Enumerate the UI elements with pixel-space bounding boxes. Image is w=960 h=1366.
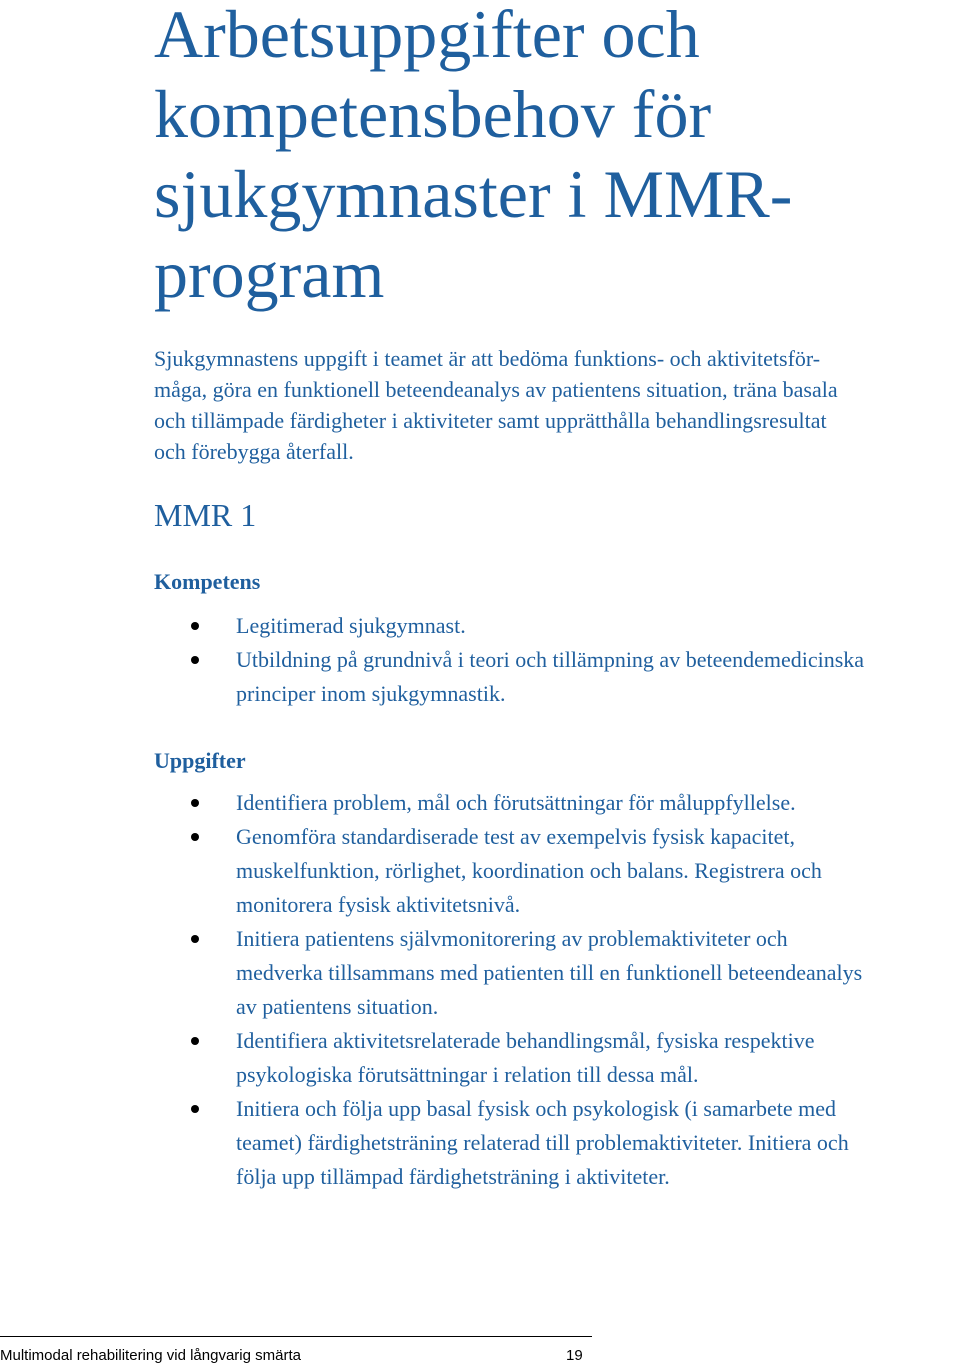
bullet-icon	[191, 833, 199, 841]
bullet-icon	[191, 1105, 199, 1113]
list-item-line: Genomföra standardiserade test av exempelvis fysisk kapacitet,	[236, 824, 795, 849]
list-item-line: Identifiera problem, mål och förutsättningar för måluppfyllelse.	[236, 790, 796, 815]
bullet-icon	[191, 1037, 199, 1045]
list-item	[154, 786, 944, 820]
list-item-line: Legitimerad sjukgymnast.	[236, 613, 466, 638]
bullet-icon	[191, 622, 199, 630]
uppgifter-list	[154, 786, 944, 1194]
intro-line: måga, göra en funktionell beteendeanalys av patientens situation, träna basala	[154, 377, 838, 402]
footer-title: Multimodal rehabilitering vid långvarig smärta	[0, 1347, 301, 1364]
list-item	[154, 609, 944, 643]
title-line: sjukgymnaster i MMR-	[154, 156, 793, 232]
title-line: Arbetsuppgifter och	[154, 0, 700, 72]
page-title	[154, 0, 934, 314]
list-item	[154, 1092, 944, 1194]
list-item-line: muskelfunktion, rörlighet, koordination och balans. Registrera och	[236, 858, 822, 883]
bullet-icon	[191, 656, 199, 664]
intro-paragraph	[154, 343, 944, 467]
list-item	[154, 820, 944, 922]
list-item-line: Initiera patientens självmonitorering av problemaktiviteter och	[236, 926, 788, 951]
list-item-line: Identifiera aktivitetsrelaterade behandlingsmål, fysiska respektive	[236, 1028, 815, 1053]
list-item-line: psykologiska förutsättningar i relation till dessa mål.	[236, 1062, 699, 1087]
list-item-line: Utbildning på grundnivå i teori och tillämpning av beteendemedicinska	[236, 647, 865, 672]
title-line: kompetensbehov för	[154, 76, 712, 152]
bullet-icon	[191, 935, 199, 943]
kompetens-heading: Kompetens	[154, 569, 261, 594]
intro-line: och tillämpade färdigheter i aktiviteter samt upprätthålla behandlingsresultat	[154, 408, 827, 433]
page-number: 19	[566, 1347, 583, 1364]
intro-line: och förebygga återfall.	[154, 439, 354, 464]
list-item-line: Initiera och följa upp basal fysisk och psykologisk (i samarbete med	[236, 1096, 836, 1121]
uppgifter-heading: Uppgifter	[154, 748, 246, 773]
intro-line: Sjukgymnastens uppgift i teamet är att bedöma funktions- och aktivitetsför-	[154, 346, 821, 371]
section-subheading: MMR 1	[154, 497, 257, 533]
list-item	[154, 922, 944, 1024]
footer-divider	[0, 1336, 592, 1337]
list-item-line: medverka tillsammans med patienten till en funktionell beteendeanalys	[236, 960, 863, 985]
list-item	[154, 643, 944, 711]
list-item	[154, 1024, 944, 1092]
list-item-line: av patientens situation.	[236, 994, 439, 1019]
title-line: program	[154, 236, 385, 312]
list-item-line: monitorera fysisk aktivitetsnivå.	[236, 892, 521, 917]
list-item-line: principer inom sjukgymnastik.	[236, 681, 506, 706]
list-item-line: teamet) färdighetsträning relaterad till problemaktiviteter. Initiera och	[236, 1130, 849, 1155]
kompetens-list	[154, 609, 944, 711]
bullet-icon	[191, 799, 199, 807]
list-item-line: följa upp tillämpad färdighetsträning i aktiviteter.	[236, 1164, 670, 1189]
